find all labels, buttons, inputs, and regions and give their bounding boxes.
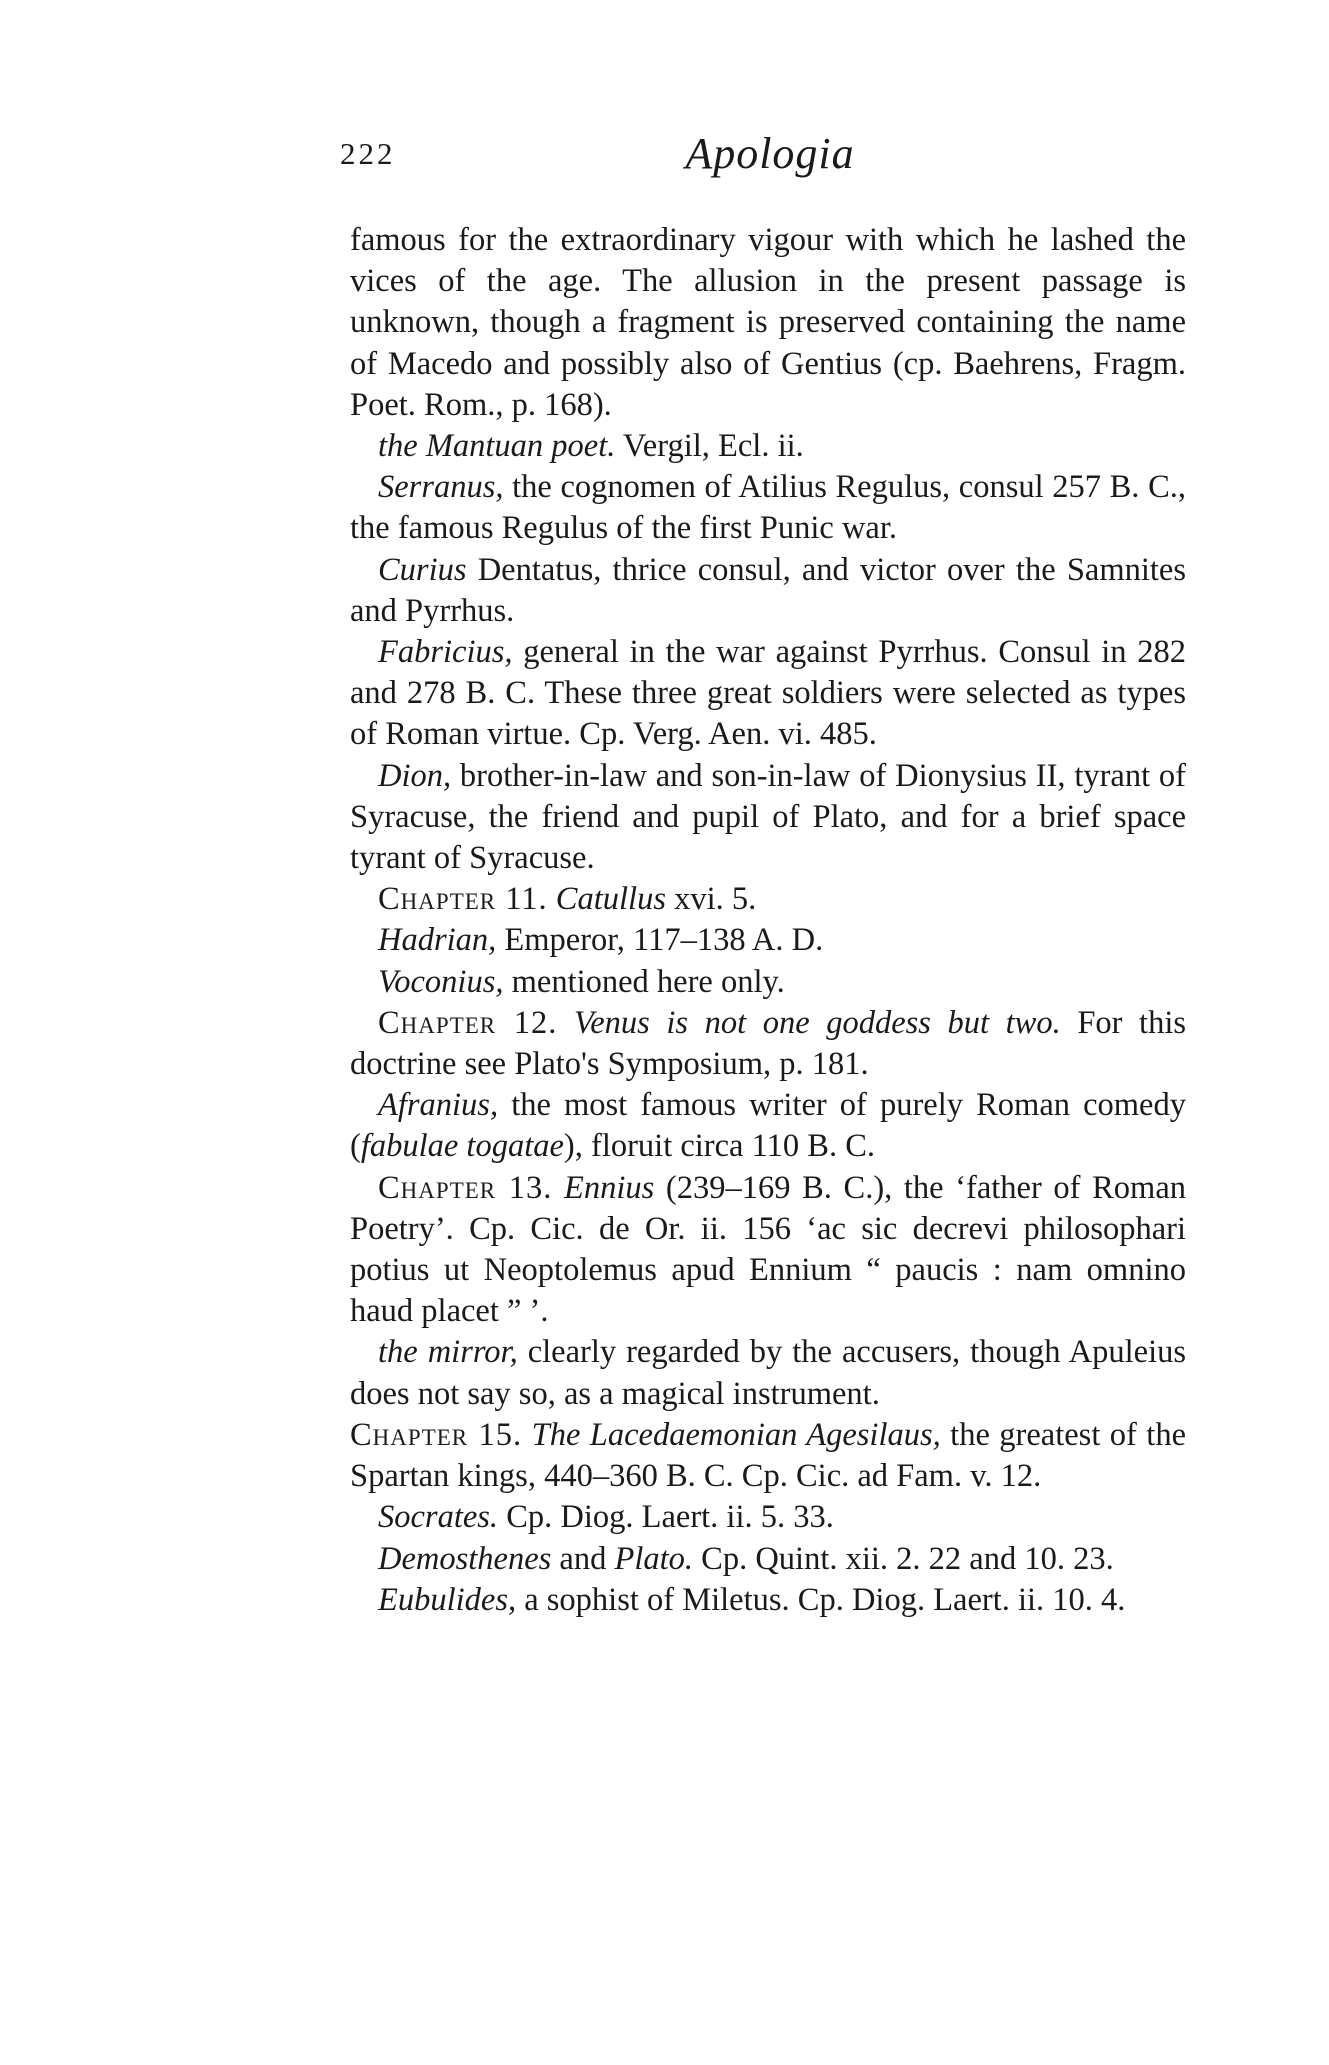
note-paragraph	[350, 550, 1186, 632]
chapter-heading: Chapter 12.	[378, 1004, 558, 1041]
note-paragraph	[350, 1332, 1186, 1414]
note-text: the most famous writer of purely Roman comedy (	[350, 1087, 1186, 1165]
note-lemma: the Mantuan poet.	[378, 428, 616, 465]
running-title: Apologia	[685, 129, 855, 178]
commentary-notes	[350, 220, 1186, 1621]
note-lemma: Fabricius,	[378, 634, 513, 671]
note-paragraph	[350, 1497, 1186, 1538]
note-paragraph	[350, 1580, 1186, 1621]
note-lemma: fabulae togatae	[360, 1128, 564, 1165]
note-text: the cognomen of Atilius Regulus, consul 257 B. C., the famous Regulus of the first Punic war.	[350, 469, 1186, 547]
note-text: (239–169 B. C.), the ‘father of Roman Poetry’. Cp. Cic. de Or. ii. 156 ‘ac sic decrevi philosophari potius ut Neoptolemus apud Ennium “ paucis : nam omnino haud placet ” ’.	[350, 1169, 1186, 1330]
note-paragraph	[350, 632, 1186, 756]
note-paragraph	[350, 1085, 1186, 1167]
note-paragraph	[350, 920, 1186, 961]
note-lemma: Curius	[378, 551, 467, 588]
note-text: general in the war against Pyrrhus. Consul in 282 and 278 B. C. These three great soldiers were selected as types of Roman virtue. Cp. Verg. Aen. vi. 485.	[350, 634, 1186, 753]
note-paragraph	[350, 1415, 1186, 1497]
note-paragraph	[350, 1003, 1186, 1085]
note-lemma: Hadrian,	[378, 922, 497, 959]
page-number: 222	[340, 136, 396, 171]
note-text: Cp. Quint. xii. 2. 22 and 10. 23.	[693, 1540, 1114, 1577]
note-lemma: Plato.	[614, 1540, 694, 1577]
note-lemma: Venus is not one goddess but two.	[573, 1004, 1061, 1041]
note-text: Dentatus, thrice consul, and victor over the Samnites and Pyrrhus.	[350, 551, 1186, 629]
note-lemma: Afranius,	[378, 1087, 499, 1124]
page-header	[340, 128, 1200, 188]
note-text: For this doctrine see Plato's Symposium, p. 181.	[350, 1004, 1187, 1083]
note-paragraph	[350, 220, 1186, 426]
note-paragraph	[350, 1539, 1186, 1580]
note-paragraph	[350, 756, 1186, 880]
note-lemma: Dion,	[378, 757, 452, 794]
note-lemma: The Lacedaemonian Agesilaus,	[531, 1416, 941, 1453]
note-paragraph	[350, 426, 1186, 467]
note-text: Emperor, 117–138 A. D.	[496, 922, 824, 959]
note-paragraph	[350, 879, 1186, 920]
note-lemma: Voconius,	[378, 963, 504, 1000]
note-text: xvi. 5.	[665, 881, 757, 918]
note-text: mentioned here only.	[503, 963, 785, 1000]
note-paragraph	[350, 962, 1186, 1003]
note-text: a sophist of Miletus. Cp. Diog. Laert. ii. 10. 4.	[516, 1581, 1126, 1618]
note-lemma: Socrates.	[378, 1499, 499, 1536]
note-text: clearly regarded by the accusers, though Apuleius does not say so, as a magical instrument.	[350, 1334, 1186, 1412]
chapter-heading: Chapter 13.	[378, 1169, 553, 1206]
note-lemma: Demosthenes	[378, 1540, 552, 1577]
note-text: Cp. Diog. Laert. ii. 5. 33.	[498, 1499, 834, 1536]
note-text: the greatest of the Spartan kings, 440–360 B. C. Cp. Cic. ad Fam. v. 12.	[350, 1416, 1186, 1495]
chapter-heading: Chapter 11.	[378, 881, 548, 918]
note-text: ), floruit circa 110 B. C.	[563, 1128, 876, 1165]
note-text: famous for the extraordinary vigour with which he lashed the vices of the age. The allusion in the present passage is unknown, though a fragment is preserved containing the name of Macedo and possibly also of Gentius (cp. Baehrens, Fragm. Poet. Rom., p. 168).	[350, 222, 1186, 423]
note-paragraph	[350, 467, 1186, 549]
note-lemma: Catullus	[555, 881, 666, 918]
note-lemma: Serranus,	[378, 469, 504, 506]
note-paragraph	[350, 1168, 1186, 1333]
note-lemma: the mirror,	[378, 1334, 518, 1371]
note-lemma: Eubulides,	[378, 1581, 517, 1618]
chapter-heading: Chapter 15.	[350, 1416, 523, 1453]
note-text: brother-in-law and son-in-law of Dionysius II, tyrant of Syracuse, the friend and pupil of Plato, and for a brief space tyrant of Syracuse.	[350, 757, 1186, 877]
note-text: and	[551, 1540, 615, 1577]
note-lemma: Ennius	[564, 1169, 655, 1206]
note-text: Vergil, Ecl. ii.	[615, 428, 804, 465]
